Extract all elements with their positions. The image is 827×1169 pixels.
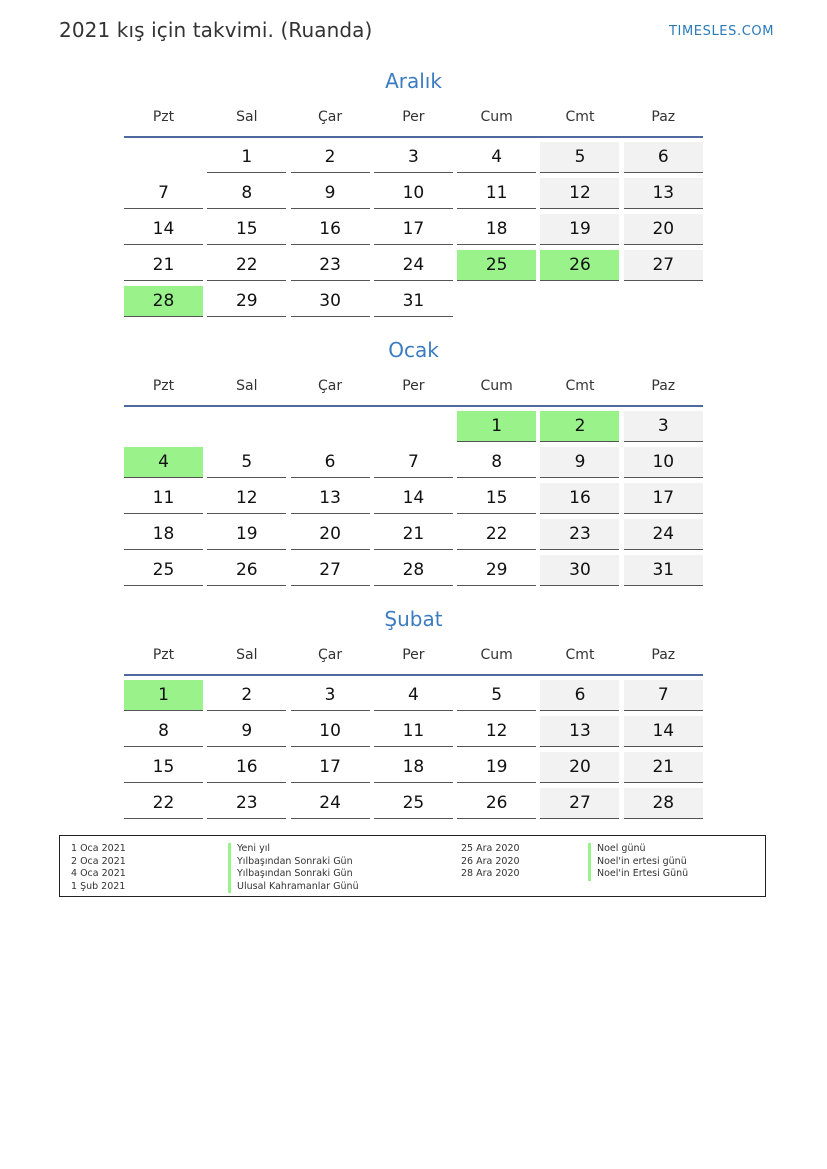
day-cell: 16 <box>540 483 619 514</box>
day-cell: 9 <box>207 716 286 747</box>
day-cell: 15 <box>457 483 536 514</box>
weekday-label: Sal <box>236 109 258 125</box>
day-cell: 13 <box>540 716 619 747</box>
day-cell: 6 <box>624 142 703 173</box>
day-cell: 24 <box>291 788 370 819</box>
day-grid <box>124 411 703 591</box>
day-cell: 29 <box>457 555 536 586</box>
month-title: Ocak <box>388 338 439 362</box>
legend-holiday-name: Noel günü <box>588 843 688 856</box>
day-cell: 3 <box>291 680 370 711</box>
weekday-label: Cmt <box>565 647 595 663</box>
day-cell: 19 <box>207 519 286 550</box>
day-cell: 22 <box>207 250 286 281</box>
day-cell: 7 <box>124 178 203 209</box>
legend-holiday-name: Yeni yıl <box>228 843 359 856</box>
holiday-day-cell: 2 <box>540 411 619 442</box>
weekday-label: Pzt <box>152 647 175 663</box>
weekday-header <box>124 640 703 676</box>
day-cell: 1 <box>207 142 286 173</box>
day-cell: 22 <box>124 788 203 819</box>
day-cell: 23 <box>291 250 370 281</box>
day-cell: 28 <box>624 788 703 819</box>
page-title: 2021 kış için takvimi. (Ruanda) <box>59 18 373 42</box>
weekday-label: Per <box>402 647 425 663</box>
weekday-label: Per <box>402 109 425 125</box>
legend-holiday-name: Noel'in ertesi günü <box>588 856 688 869</box>
day-cell: 5 <box>540 142 619 173</box>
legend-holiday-name: Noel'in Ertesi Günü <box>588 868 688 881</box>
day-cell: 5 <box>457 680 536 711</box>
day-cell: 14 <box>624 716 703 747</box>
weekday-label: Paz <box>651 378 676 394</box>
holiday-day-cell: 1 <box>457 411 536 442</box>
day-cell: 21 <box>624 752 703 783</box>
holiday-day-cell: 26 <box>540 250 619 281</box>
day-cell: 10 <box>291 716 370 747</box>
day-cell: 13 <box>291 483 370 514</box>
day-cell: 2 <box>207 680 286 711</box>
legend-right-names <box>588 843 688 881</box>
day-cell: 30 <box>291 286 370 317</box>
day-cell: 2 <box>291 142 370 173</box>
day-cell: 21 <box>124 250 203 281</box>
day-cell: 19 <box>457 752 536 783</box>
day-cell: 20 <box>540 752 619 783</box>
holiday-legend <box>59 835 766 897</box>
holiday-day-cell: 1 <box>124 680 203 711</box>
day-cell: 23 <box>540 519 619 550</box>
legend-right-dates <box>461 843 520 881</box>
weekday-label: Paz <box>651 647 676 663</box>
day-cell: 11 <box>124 483 203 514</box>
day-cell: 20 <box>291 519 370 550</box>
weekday-header <box>124 102 703 138</box>
day-cell: 30 <box>540 555 619 586</box>
day-cell: 9 <box>540 447 619 478</box>
day-cell: 28 <box>374 555 453 586</box>
day-cell: 11 <box>374 716 453 747</box>
weekday-label: Pzt <box>152 378 175 394</box>
day-cell: 6 <box>291 447 370 478</box>
legend-left-names <box>228 843 359 893</box>
day-cell: 8 <box>207 178 286 209</box>
day-cell: 16 <box>207 752 286 783</box>
day-cell: 8 <box>457 447 536 478</box>
day-cell: 7 <box>374 447 453 478</box>
day-cell: 10 <box>374 178 453 209</box>
day-cell: 24 <box>374 250 453 281</box>
day-cell: 25 <box>374 788 453 819</box>
weekday-label: Cum <box>480 378 513 394</box>
day-cell: 27 <box>540 788 619 819</box>
day-cell: 31 <box>374 286 453 317</box>
day-cell: 4 <box>374 680 453 711</box>
day-cell: 31 <box>624 555 703 586</box>
day-cell: 12 <box>457 716 536 747</box>
weekday-label: Cmt <box>565 109 595 125</box>
weekday-header <box>124 371 703 407</box>
day-cell: 13 <box>624 178 703 209</box>
day-cell: 9 <box>291 178 370 209</box>
weekday-label: Çar <box>318 378 343 394</box>
weekday-label: Pzt <box>152 109 175 125</box>
day-cell: 17 <box>291 752 370 783</box>
day-cell: 20 <box>624 214 703 245</box>
legend-date: 28 Ara 2020 <box>461 868 520 879</box>
weekday-label: Per <box>402 378 425 394</box>
day-cell: 3 <box>374 142 453 173</box>
weekday-label: Sal <box>236 647 258 663</box>
day-cell: 7 <box>624 680 703 711</box>
legend-date: 1 Şub 2021 <box>71 880 126 892</box>
weekday-label: Cum <box>480 109 513 125</box>
day-cell: 15 <box>124 752 203 783</box>
day-cell: 15 <box>207 214 286 245</box>
month-title: Aralık <box>385 69 442 93</box>
month-calendar <box>124 335 703 591</box>
day-grid <box>124 142 703 322</box>
day-cell: 4 <box>457 142 536 173</box>
day-cell: 25 <box>124 555 203 586</box>
weekday-label: Paz <box>651 109 676 125</box>
day-cell: 18 <box>457 214 536 245</box>
month-calendar <box>124 604 703 824</box>
holiday-day-cell: 25 <box>457 250 536 281</box>
day-cell: 17 <box>374 214 453 245</box>
empty-day-cell <box>207 411 286 442</box>
day-cell: 21 <box>374 519 453 550</box>
legend-holiday-name: Yılbaşından Sonraki Gün <box>228 868 359 881</box>
weekday-label: Cum <box>480 647 513 663</box>
day-cell: 10 <box>624 447 703 478</box>
month-calendar <box>124 66 703 322</box>
day-cell: 6 <box>540 680 619 711</box>
legend-left-dates <box>71 843 126 893</box>
legend-date: 25 Ara 2020 <box>461 843 520 854</box>
empty-day-cell <box>291 411 370 442</box>
day-cell: 17 <box>624 483 703 514</box>
month-title: Şubat <box>384 607 443 631</box>
empty-day-cell <box>374 411 453 442</box>
day-cell: 12 <box>207 483 286 514</box>
day-cell: 8 <box>124 716 203 747</box>
day-cell: 3 <box>624 411 703 442</box>
holiday-day-cell: 28 <box>124 286 203 317</box>
weekday-label: Sal <box>236 378 258 394</box>
day-cell: 27 <box>624 250 703 281</box>
day-cell: 16 <box>291 214 370 245</box>
legend-date: 2 Oca 2021 <box>71 855 126 867</box>
day-cell: 29 <box>207 286 286 317</box>
day-cell: 11 <box>457 178 536 209</box>
day-cell: 19 <box>540 214 619 245</box>
brand-logo-text[interactable]: TIMESLES.COM <box>669 24 775 39</box>
legend-date: 1 Oca 2021 <box>71 843 126 854</box>
day-grid <box>124 680 703 824</box>
legend-date: 26 Ara 2020 <box>461 855 520 867</box>
day-cell: 18 <box>374 752 453 783</box>
empty-day-cell <box>124 142 203 173</box>
day-cell: 24 <box>624 519 703 550</box>
day-cell: 26 <box>207 555 286 586</box>
weekday-label: Çar <box>318 109 343 125</box>
day-cell: 23 <box>207 788 286 819</box>
legend-holiday-name: Yılbaşından Sonraki Gün <box>228 856 359 869</box>
day-cell: 5 <box>207 447 286 478</box>
weekday-label: Çar <box>318 647 343 663</box>
day-cell: 14 <box>374 483 453 514</box>
day-cell: 26 <box>457 788 536 819</box>
holiday-day-cell: 4 <box>124 447 203 478</box>
day-cell: 22 <box>457 519 536 550</box>
day-cell: 14 <box>124 214 203 245</box>
day-cell: 12 <box>540 178 619 209</box>
day-cell: 27 <box>291 555 370 586</box>
empty-day-cell <box>124 411 203 442</box>
legend-date: 4 Oca 2021 <box>71 868 126 879</box>
weekday-label: Cmt <box>565 378 595 394</box>
legend-holiday-name: Ulusal Kahramanlar Günü <box>228 881 359 894</box>
day-cell: 18 <box>124 519 203 550</box>
